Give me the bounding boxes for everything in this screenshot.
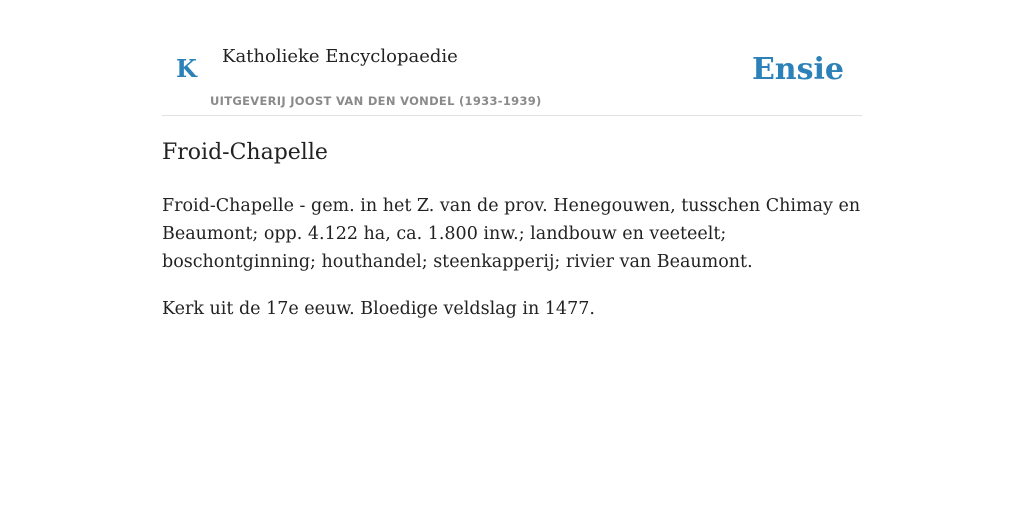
article-paragraph: Kerk uit de 17e eeuw. Bloedige veldslag in 1477. xyxy=(162,299,595,319)
ensie-logo[interactable]: Ensie xyxy=(751,52,844,87)
encyclopedia-logo[interactable]: K xyxy=(176,54,197,83)
site-header xyxy=(162,0,862,116)
article-title: Froid-Chapelle xyxy=(162,140,328,165)
article-paragraph: Froid-Chapelle - gem. in het Z. van de prov. Henegouwen, tusschen Chimay en Beaumont; opp. 4.122 ha, ca. 1.800 inw.; landbouw en veeteelt; boschontginning; houthandel; steenkapperij; rivier van Beaumont. xyxy=(162,196,861,272)
page-container xyxy=(162,0,862,319)
book-title[interactable]: Katholieke Encyclopaedie xyxy=(222,46,458,67)
publisher-subtitle: UITGEVERIJ JOOST VAN DEN VONDEL (1933-1939) xyxy=(210,94,542,108)
